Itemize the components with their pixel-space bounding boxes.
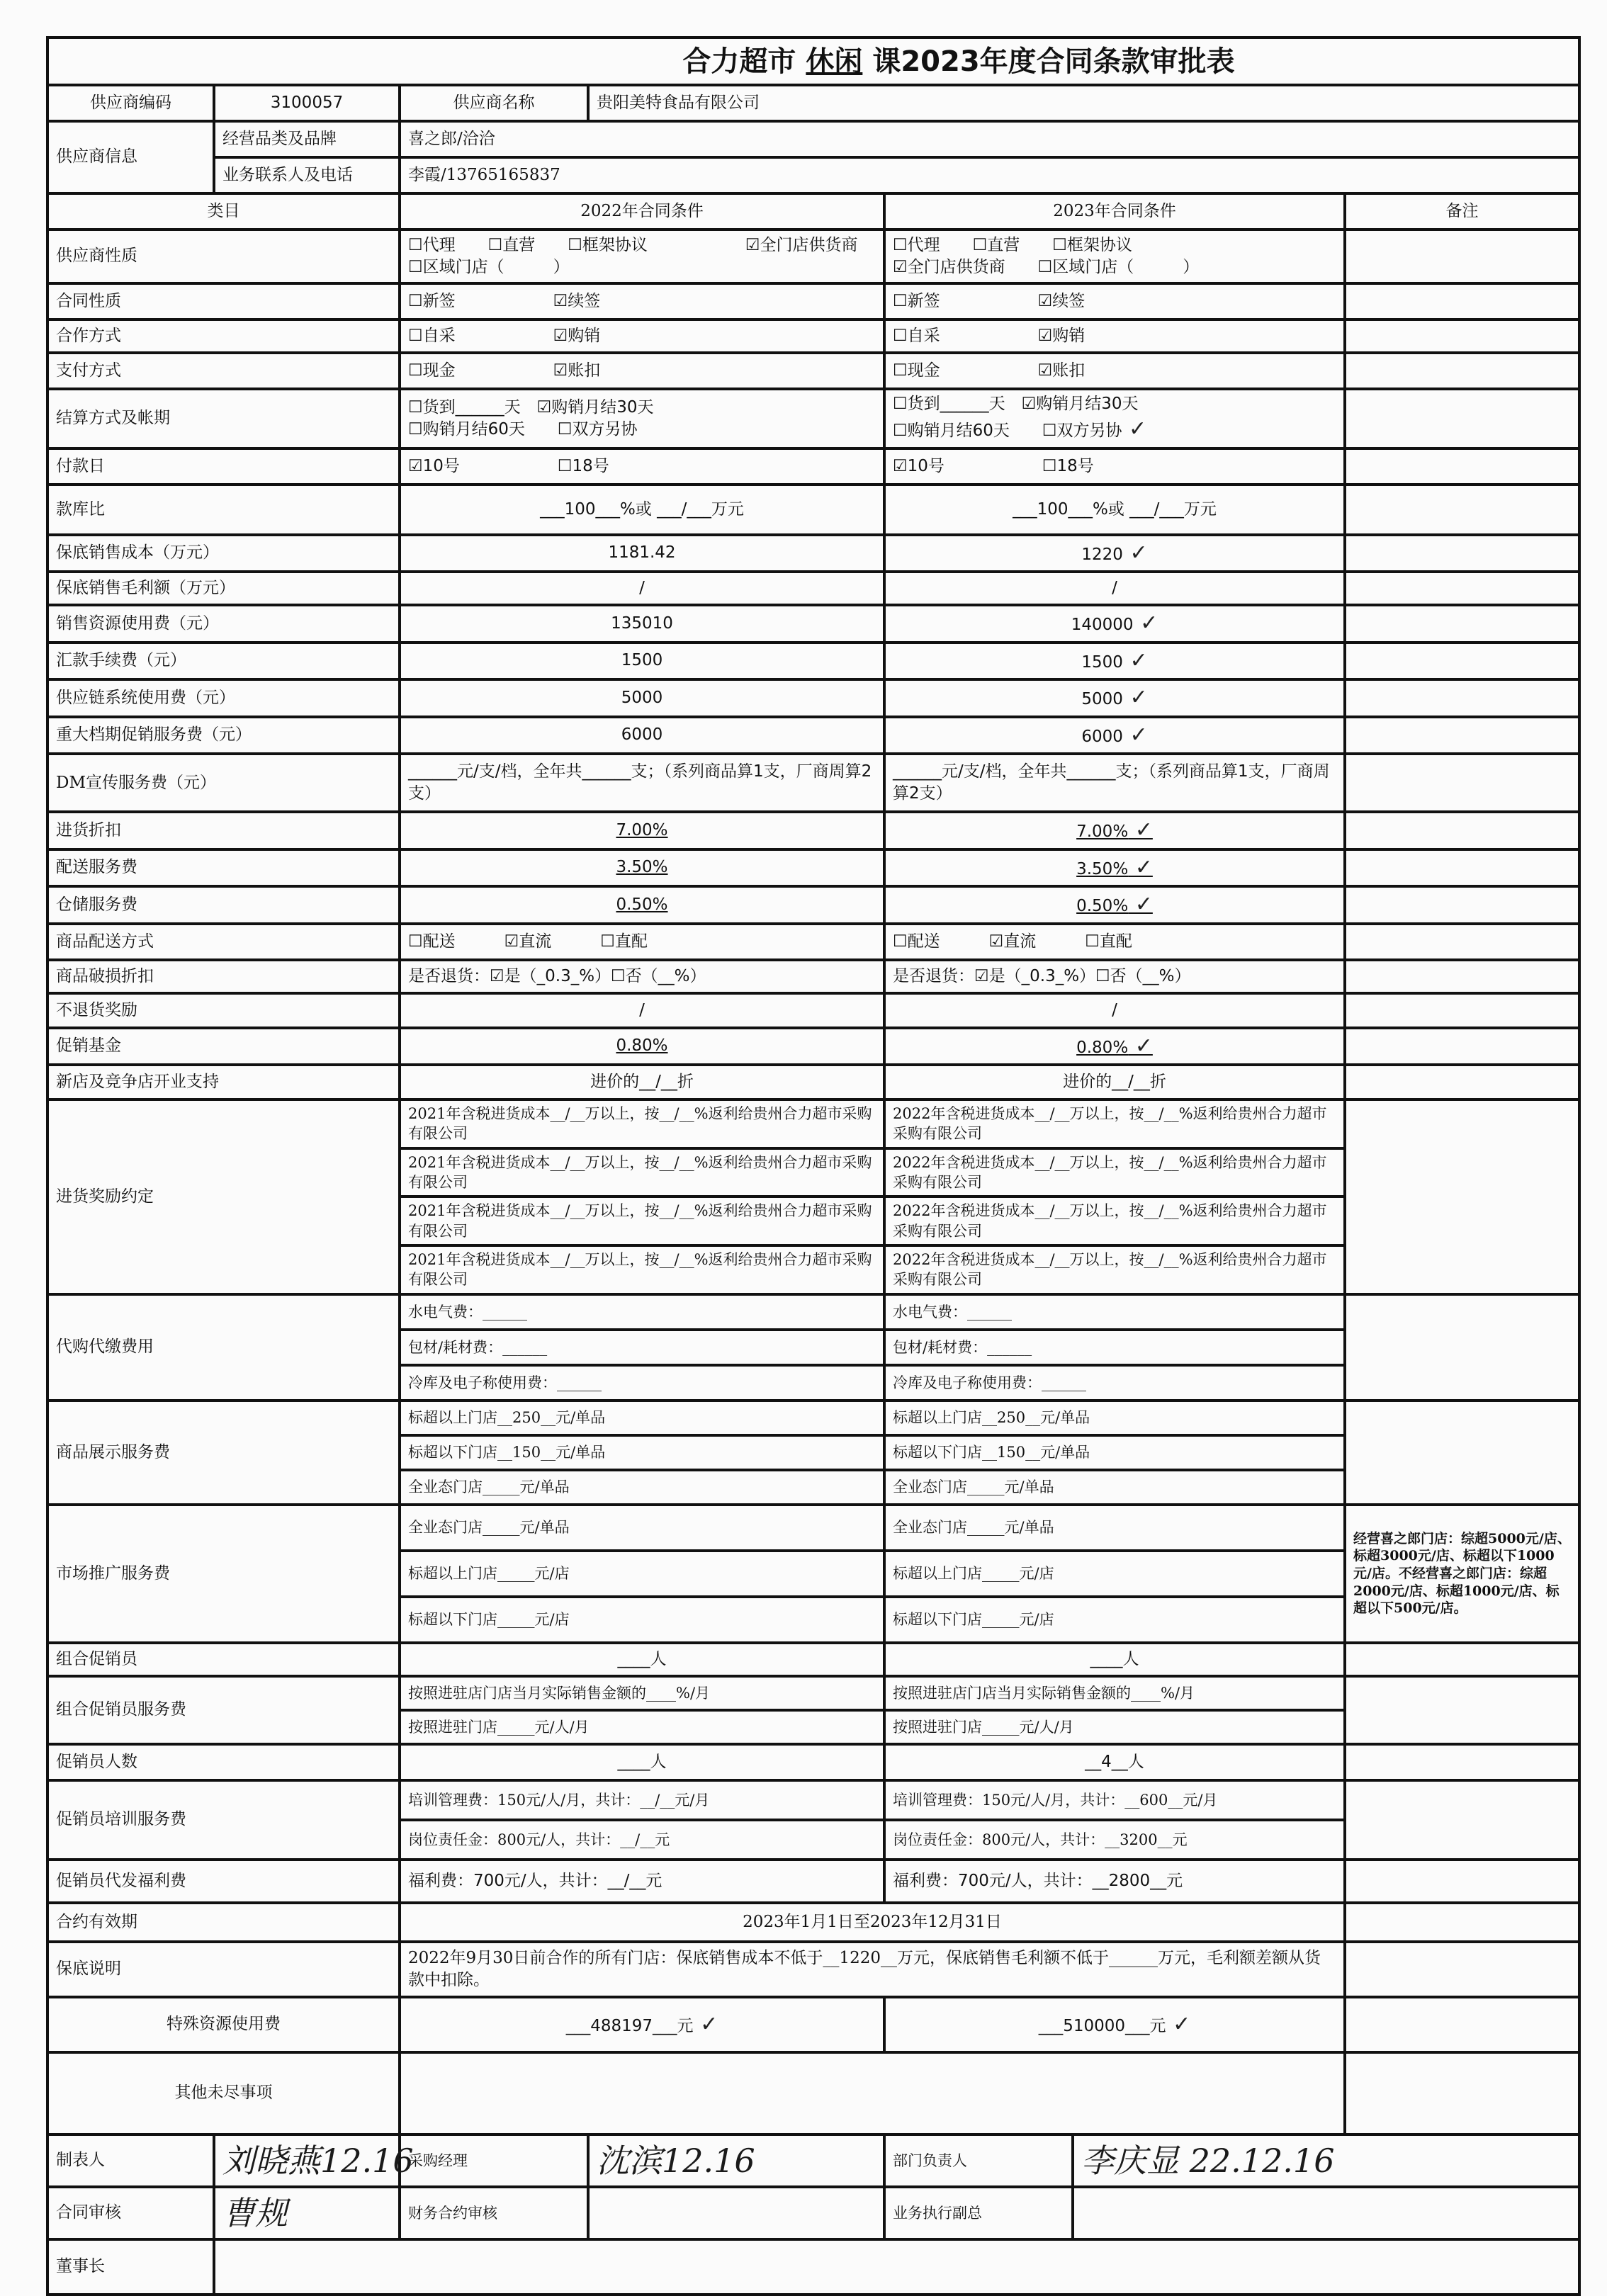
- cell-line: ☐购销月结60天 ☐双方另协: [408, 419, 638, 439]
- cell-2023: [884, 485, 1345, 535]
- cell-line: ______元/支/档，全年共______支；（系列商品算1支，厂商周算2支）: [408, 762, 872, 803]
- cell-2022: [400, 485, 884, 535]
- note-cell: [1345, 1401, 1579, 1505]
- cell-line: 3.50% ✓: [1076, 860, 1153, 878]
- row-label: 新店及竞争店开业支持: [47, 1065, 400, 1099]
- note-cell: [1345, 353, 1579, 389]
- cell-2023: [884, 849, 1345, 887]
- cell-line: ____人: [617, 1752, 667, 1771]
- cell-2023: [884, 812, 1345, 849]
- cell-2022: [400, 572, 884, 605]
- cell-line: 进价的__/__折: [590, 1073, 694, 1092]
- approval-form: [46, 36, 1578, 2296]
- supplier-code: 3100057: [214, 85, 400, 121]
- special-fee-2022: ___488197___元 ✓: [400, 1997, 884, 2052]
- row-label: 保底销售毛利额（万元）: [47, 572, 400, 605]
- row-label: 保底销售成本（万元）: [47, 535, 400, 572]
- note-cell: [1345, 717, 1579, 754]
- cell-2023: 全业态门店_____元/单品: [884, 1470, 1345, 1505]
- cell-2023: 2022年含税进货成本__/__万以上，按__/__%返利给贵州合力超市采购有限公司: [884, 1099, 1345, 1148]
- cell-line: ☑10号 ☐18号: [408, 456, 609, 475]
- preparer-label: 制表人: [47, 2134, 214, 2187]
- other-matters-label: 其他未尽事项: [47, 2052, 400, 2134]
- cell-line: ☑全门店供货商 ☐区域门店（ ）: [893, 258, 1200, 276]
- purchasing-manager-signature: 沈滨12.16: [588, 2134, 884, 2187]
- cell-2022: [400, 1860, 884, 1903]
- cell-line: ☐自采 ☑购销: [893, 326, 1086, 345]
- cell-2022: 全业态门店_____元/单品: [400, 1505, 884, 1551]
- cell-2022: [400, 886, 884, 924]
- finance-review-label: 财务合约审核: [400, 2187, 588, 2239]
- cell-2023: 冷库及电子称使用费：______: [884, 1365, 1345, 1401]
- cell-line: 5000: [621, 688, 663, 707]
- cell-2023: [884, 389, 1345, 448]
- note-cell: [1345, 960, 1579, 993]
- cell-line: 1500 ✓: [893, 647, 1336, 676]
- cell-line: ___100___%或 ___/___万元: [540, 499, 744, 519]
- cell-2023: [884, 319, 1345, 353]
- cell-2022: [400, 924, 884, 960]
- note-cell: [1345, 643, 1579, 680]
- guarantee-value: 2022年9月30日前合作的所有门店：保底销售成本不低于__1220__万元，保底销售毛利额不低于______万元，毛利额差额从货款中扣除。: [400, 1942, 1345, 1997]
- cell-2023: [884, 993, 1345, 1028]
- table-row: [47, 960, 1579, 993]
- cell-2022: 培训管理费：150元/人/月，共计：__/__元/月: [400, 1780, 884, 1820]
- cell-2023: 2022年含税进货成本__/__万以上，按__/__%返利给贵州合力超市采购有限公司: [884, 1197, 1345, 1245]
- cell-2023: 按照进驻门店_____元/人/月: [884, 1710, 1345, 1744]
- title-dept: 休闲: [806, 45, 863, 78]
- cell-2022: 标超以下门店_____元/店: [400, 1597, 884, 1643]
- supplier-code-label: 供应商编码: [47, 85, 214, 121]
- table-row: [47, 535, 1579, 572]
- cell-2022: [400, 1744, 884, 1780]
- cell-2023: [884, 283, 1345, 319]
- cell-2022: 全业态门店_____元/单品: [400, 1470, 884, 1505]
- chairman-signature: [214, 2239, 1579, 2295]
- cell-2022: [400, 353, 884, 389]
- cell-2022: [400, 812, 884, 849]
- cell-2022: [400, 1643, 884, 1676]
- note-cell: [1345, 679, 1579, 717]
- cell-2022: [400, 283, 884, 319]
- cell-line: 是否退货：☑是（_0.3_%）☐否（__%）: [408, 966, 706, 985]
- special-fee-label: 特殊资源使用费: [47, 1997, 400, 2052]
- row-label: 组合促销员服务费: [47, 1676, 400, 1744]
- row-label: 合作方式: [47, 319, 400, 353]
- table-row: [47, 1028, 1579, 1065]
- row-label: 促销员代发福利费: [47, 1860, 400, 1903]
- cell-2023: [884, 535, 1345, 572]
- row-label: 销售资源使用费（元）: [47, 605, 400, 643]
- row-label: 促销基金: [47, 1028, 400, 1065]
- title-prefix: 合力超市: [682, 45, 796, 78]
- note-cell: [1345, 1903, 1579, 1942]
- title-suffix: 课2023年度合同条款审批表: [872, 45, 1235, 78]
- cell-2022: [400, 448, 884, 485]
- table-row: [47, 924, 1579, 960]
- note-cell: [1345, 886, 1579, 924]
- cell-line: 6000 ✓: [893, 721, 1336, 750]
- validity-label: 合约有效期: [47, 1903, 400, 1942]
- cell-2022: 水电气费：______: [400, 1294, 884, 1330]
- other-matters-value: [400, 2052, 1345, 2134]
- note-cell: [1345, 1065, 1579, 1099]
- cell-line: 6000: [621, 725, 663, 745]
- row-label: 仓储服务费: [47, 886, 400, 924]
- cell-2023: [884, 353, 1345, 389]
- cell-line: 福利费：700元/人，共计：__2800__元: [893, 1871, 1183, 1890]
- note-cell: [1345, 1643, 1579, 1676]
- note-cell: [1345, 812, 1579, 849]
- table-row: [47, 353, 1579, 389]
- cell-line: /: [639, 579, 645, 598]
- table-row: [47, 849, 1579, 887]
- cell-line: 是否退货：☑是（_0.3_%）☐否（__%）: [893, 966, 1191, 985]
- cell-line: 140000 ✓: [893, 609, 1336, 638]
- row-label: 进货奖励约定: [47, 1099, 400, 1294]
- cell-2022: [400, 960, 884, 993]
- cell-2023: [884, 679, 1345, 717]
- cell-2023: [884, 886, 1345, 924]
- row-label: 商品配送方式: [47, 924, 400, 960]
- exec-vp-label: 业务执行副总: [884, 2187, 1073, 2239]
- table-row: [47, 993, 1579, 1028]
- cell-2023: [884, 1065, 1345, 1099]
- cell-2022: [400, 754, 884, 812]
- table-row: [47, 605, 1579, 643]
- cell-2023: [884, 448, 1345, 485]
- note-cell: [1345, 230, 1579, 283]
- table-row: [47, 679, 1579, 717]
- cell-2022: [400, 993, 884, 1028]
- note-cell: [1345, 319, 1579, 353]
- cell-2023: 岗位责任金：800元/人，共计：__3200__元: [884, 1820, 1345, 1860]
- header-note: 备注: [1345, 193, 1579, 230]
- cell-2023: [884, 960, 1345, 993]
- cell-2023: [884, 1643, 1345, 1676]
- cell-2023: [884, 924, 1345, 960]
- cell-2023: 培训管理费：150元/人/月，共计：__600__元/月: [884, 1780, 1345, 1820]
- note-cell: [1345, 572, 1579, 605]
- cell-line: 1220 ✓: [893, 539, 1336, 568]
- note-cell: [1345, 485, 1579, 535]
- table-row: [47, 1744, 1579, 1780]
- cell-line: ☐配送 ☑直流 ☐直配: [893, 932, 1132, 951]
- contact-label: 业务联系人及电话: [214, 157, 400, 193]
- table-row: [47, 1294, 1579, 1330]
- row-label: 配送服务费: [47, 849, 400, 887]
- cell-2023: [884, 605, 1345, 643]
- contract-review-label: 合同审核: [47, 2187, 214, 2239]
- cell-line: ☐现金 ☑账扣: [408, 361, 601, 380]
- cell-2022: [400, 1065, 884, 1099]
- table-row: [47, 886, 1579, 924]
- note-cell: [1345, 754, 1579, 812]
- cell-2022: [400, 535, 884, 572]
- cell-2022: [400, 389, 884, 448]
- cell-2022: [400, 679, 884, 717]
- cell-line: 0.50%: [616, 895, 668, 914]
- row-label: 商品破损折扣: [47, 960, 400, 993]
- cell-line: ☑10号 ☐18号: [893, 456, 1094, 475]
- guarantee-label: 保底说明: [47, 1942, 400, 1997]
- table-row: [47, 812, 1579, 849]
- cell-2023: [884, 717, 1345, 754]
- cell-line: 0.80%: [616, 1036, 668, 1056]
- table-row: [47, 1676, 1579, 1710]
- note-cell: [1345, 1099, 1579, 1294]
- note-cell: [1345, 924, 1579, 960]
- cell-2022: [400, 605, 884, 643]
- note-cell: [1345, 1294, 1579, 1401]
- finance-review-signature: [588, 2187, 884, 2239]
- table-row: [47, 485, 1579, 535]
- supplier-name-label: 供应商名称: [400, 85, 588, 121]
- cell-line: /: [1112, 579, 1117, 598]
- note-cell: [1345, 1997, 1579, 2052]
- cell-line: ☐配送 ☑直流 ☐直配: [408, 932, 648, 951]
- table-row: [47, 1505, 1579, 1551]
- table-row: [47, 643, 1579, 680]
- note-cell: [1345, 1744, 1579, 1780]
- cell-line: 0.50% ✓: [1076, 897, 1153, 915]
- cell-2023: 2022年含税进货成本__/__万以上，按__/__%返利给贵州合力超市采购有限公司: [884, 1148, 1345, 1197]
- table-row: [47, 389, 1579, 448]
- table-row: [47, 1099, 1579, 1148]
- cell-line: __4__人: [1085, 1752, 1144, 1771]
- row-label: 进货折扣: [47, 812, 400, 849]
- header-category: 类目: [47, 193, 400, 230]
- row-label: 代购代缴费用: [47, 1294, 400, 1401]
- cell-2023: [884, 1028, 1345, 1065]
- note-cell: [1345, 993, 1579, 1028]
- note-cell: [1345, 389, 1579, 448]
- header-2022: 2022年合同条件: [400, 193, 884, 230]
- note-cell: [1345, 1860, 1579, 1903]
- cell-2022: 包材/耗材费：______: [400, 1330, 884, 1365]
- cell-2023: 全业态门店_____元/单品: [884, 1505, 1345, 1551]
- dept-head-label: 部门负责人: [884, 2134, 1073, 2187]
- cell-line: ____人: [1090, 1649, 1139, 1668]
- cell-2022: 岗位责任金：800元/人，共计：__/__元: [400, 1820, 884, 1860]
- cell-line: ☐代理 ☐直营 ☐框架协议 ☑全门店供货商 ☐区域门店（ ）: [408, 235, 891, 276]
- table-row: [47, 754, 1579, 812]
- cell-line: ☐货到______天 ☑购销月结30天: [893, 395, 1139, 413]
- cell-line: ☐现金 ☑账扣: [893, 361, 1086, 380]
- row-label: 不退货奖励: [47, 993, 400, 1028]
- cell-2022: 标超以下门店__150__元/单品: [400, 1435, 884, 1470]
- contact: 李霞/13765165837: [400, 157, 1579, 193]
- cell-line: /: [639, 1000, 645, 1019]
- cell-line: 1181.42: [608, 543, 676, 562]
- row-label: 重大档期促销服务费（元）: [47, 717, 400, 754]
- cell-2022: 按照进驻门店_____元/人/月: [400, 1710, 884, 1744]
- cell-line: ☐新签 ☑续签: [893, 291, 1086, 310]
- cell-line: 进价的__/__折: [1063, 1073, 1166, 1092]
- supplier-info-label: 供应商信息: [47, 121, 214, 193]
- cell-2023: 标超以上门店_____元/店: [884, 1551, 1345, 1597]
- cell-2023: [884, 754, 1345, 812]
- table-row: [47, 319, 1579, 353]
- row-label: 供应链系统使用费（元）: [47, 679, 400, 717]
- cell-line: 福利费：700元/人，共计：__/__元: [408, 1871, 662, 1890]
- table-row: [47, 1780, 1579, 1820]
- contract-review-signature: 曹规: [214, 2187, 400, 2239]
- cell-2022: 按照进驻店门店当月实际销售金额的____%/月: [400, 1676, 884, 1710]
- cell-2023: [884, 572, 1345, 605]
- row-label: 支付方式: [47, 353, 400, 389]
- table-row: [47, 572, 1579, 605]
- cell-2023: 标超以下门店__150__元/单品: [884, 1435, 1345, 1470]
- header-2023: 2023年合同条件: [884, 193, 1345, 230]
- cell-2023: 标超以上门店__250__元/单品: [884, 1401, 1345, 1435]
- note-cell: [1345, 1028, 1579, 1065]
- cell-line: ___100___%或 ___/___万元: [1013, 499, 1217, 519]
- cell-2023: [884, 1744, 1345, 1780]
- cell-line: /: [1112, 1000, 1117, 1019]
- row-label: 付款日: [47, 448, 400, 485]
- supplier-name: 贵阳美特食品有限公司: [588, 85, 1579, 121]
- cell-2022: 标超以上门店_____元/店: [400, 1551, 884, 1597]
- category-brand: 喜之郎/洽洽: [400, 121, 1579, 157]
- note-cell: 经营喜之郎门店：综超5000元/店、标超3000元/店、标超以下1000元/店。不经营喜之郎门店：综超2000元/店、标超1000元/店、标超以下500元/店。: [1345, 1505, 1579, 1643]
- exec-vp-signature: [1073, 2187, 1579, 2239]
- cell-2023: [884, 1860, 1345, 1903]
- note-cell: [1345, 448, 1579, 485]
- cell-2023: 水电气费：______: [884, 1294, 1345, 1330]
- cell-2022: [400, 230, 891, 283]
- chairman-label: 董事长: [47, 2239, 214, 2295]
- note-cell: [1345, 849, 1579, 887]
- table-row: [47, 448, 1579, 485]
- cell-line: 7.00%: [616, 820, 668, 839]
- cell-2023: 包材/耗材费：______: [884, 1330, 1345, 1365]
- cell-line: 135010: [611, 613, 673, 633]
- row-label: DM宣传服务费（元）: [47, 754, 400, 812]
- validity-value: 2023年1月1日至2023年12月31日: [400, 1903, 1345, 1942]
- note-cell: [1345, 535, 1579, 572]
- cell-line: ☐自采 ☑购销: [408, 326, 601, 345]
- table-row: [47, 1860, 1579, 1903]
- row-label: 商品展示服务费: [47, 1401, 400, 1505]
- cell-2022: 2021年含税进货成本__/__万以上，按__/__%返利给贵州合力超市采购有限公司: [400, 1099, 884, 1148]
- table-row: [47, 230, 1579, 283]
- special-fee-2023: ___510000___元 ✓: [884, 1997, 1345, 2052]
- cell-2022: [400, 849, 884, 887]
- preparer-signature: 刘晓燕12.16: [214, 2134, 400, 2187]
- cell-2022: 2021年含税进货成本__/__万以上，按__/__%返利给贵州合力超市采购有限公司: [400, 1148, 884, 1197]
- cell-2022: 2021年含税进货成本__/__万以上，按__/__%返利给贵州合力超市采购有限公司: [400, 1197, 884, 1245]
- table-row: [47, 1401, 1579, 1435]
- cell-line: ☐代理 ☐直营 ☐框架协议: [893, 235, 1132, 254]
- cell-2022: [400, 643, 884, 680]
- cell-2023: 按照进驻店门店当月实际销售金额的____%/月: [884, 1676, 1345, 1710]
- cell-2023: 2022年含税进货成本__/__万以上，按__/__%返利给贵州合力超市采购有限公司: [884, 1245, 1345, 1294]
- cell-line: ☐货到______天 ☑购销月结30天: [408, 397, 654, 417]
- purchasing-manager-label: 采购经理: [400, 2134, 588, 2187]
- cell-2022: 2021年含税进货成本__/__万以上，按__/__%返利给贵州合力超市采购有限公司: [400, 1245, 884, 1294]
- cell-line: ☐购销月结60天 ☐双方另协 ✓: [893, 415, 1336, 444]
- note-cell: [1345, 1676, 1579, 1744]
- contract-table: [46, 36, 1581, 2296]
- row-label: 合同性质: [47, 283, 400, 319]
- row-label: 促销员人数: [47, 1744, 400, 1780]
- table-row: [47, 1643, 1579, 1676]
- note-cell: [1345, 1942, 1579, 1997]
- row-label: 促销员培训服务费: [47, 1780, 400, 1860]
- row-label: 结算方式及帐期: [47, 389, 400, 448]
- cell-line: ☐新签 ☑续签: [408, 291, 601, 310]
- cell-line: ____人: [617, 1649, 667, 1668]
- cell-line: 0.80% ✓: [1076, 1039, 1153, 1057]
- table-row: [47, 1065, 1579, 1099]
- note-cell: [1345, 1780, 1579, 1860]
- row-label: 供应商性质: [47, 230, 400, 283]
- row-label: 市场推广服务费: [47, 1505, 400, 1643]
- table-row: [47, 717, 1579, 754]
- cell-line: 1500: [621, 651, 663, 670]
- cell-2023: 标超以下门店_____元/店: [884, 1597, 1345, 1643]
- row-label: 款库比: [47, 485, 400, 535]
- note-cell: [1345, 605, 1579, 643]
- cell-2022: [400, 717, 884, 754]
- note-cell: [1345, 2052, 1579, 2134]
- cell-line: 5000 ✓: [893, 684, 1336, 713]
- cell-2023: [884, 230, 1345, 283]
- row-label: 汇款手续费（元）: [47, 643, 400, 680]
- cell-line: ______元/支/档，全年共______支；（系列商品算1支，厂商周算2支）: [893, 762, 1330, 803]
- cell-2023: [884, 643, 1345, 680]
- cell-2022: 标超以上门店__250__元/单品: [400, 1401, 884, 1435]
- form-title: [47, 38, 1579, 85]
- row-label: 组合促销员: [47, 1643, 400, 1676]
- cell-2022: [400, 1028, 884, 1065]
- cell-2022: 冷库及电子称使用费：______: [400, 1365, 884, 1401]
- dept-head-signature: 李庆显 22.12.16: [1073, 2134, 1579, 2187]
- note-cell: [1345, 283, 1579, 319]
- cell-2022: [400, 319, 884, 353]
- cell-line: 3.50%: [616, 858, 668, 877]
- table-row: [47, 283, 1579, 319]
- cell-line: 7.00% ✓: [1076, 822, 1153, 841]
- category-brand-label: 经营品类及品牌: [214, 121, 400, 157]
